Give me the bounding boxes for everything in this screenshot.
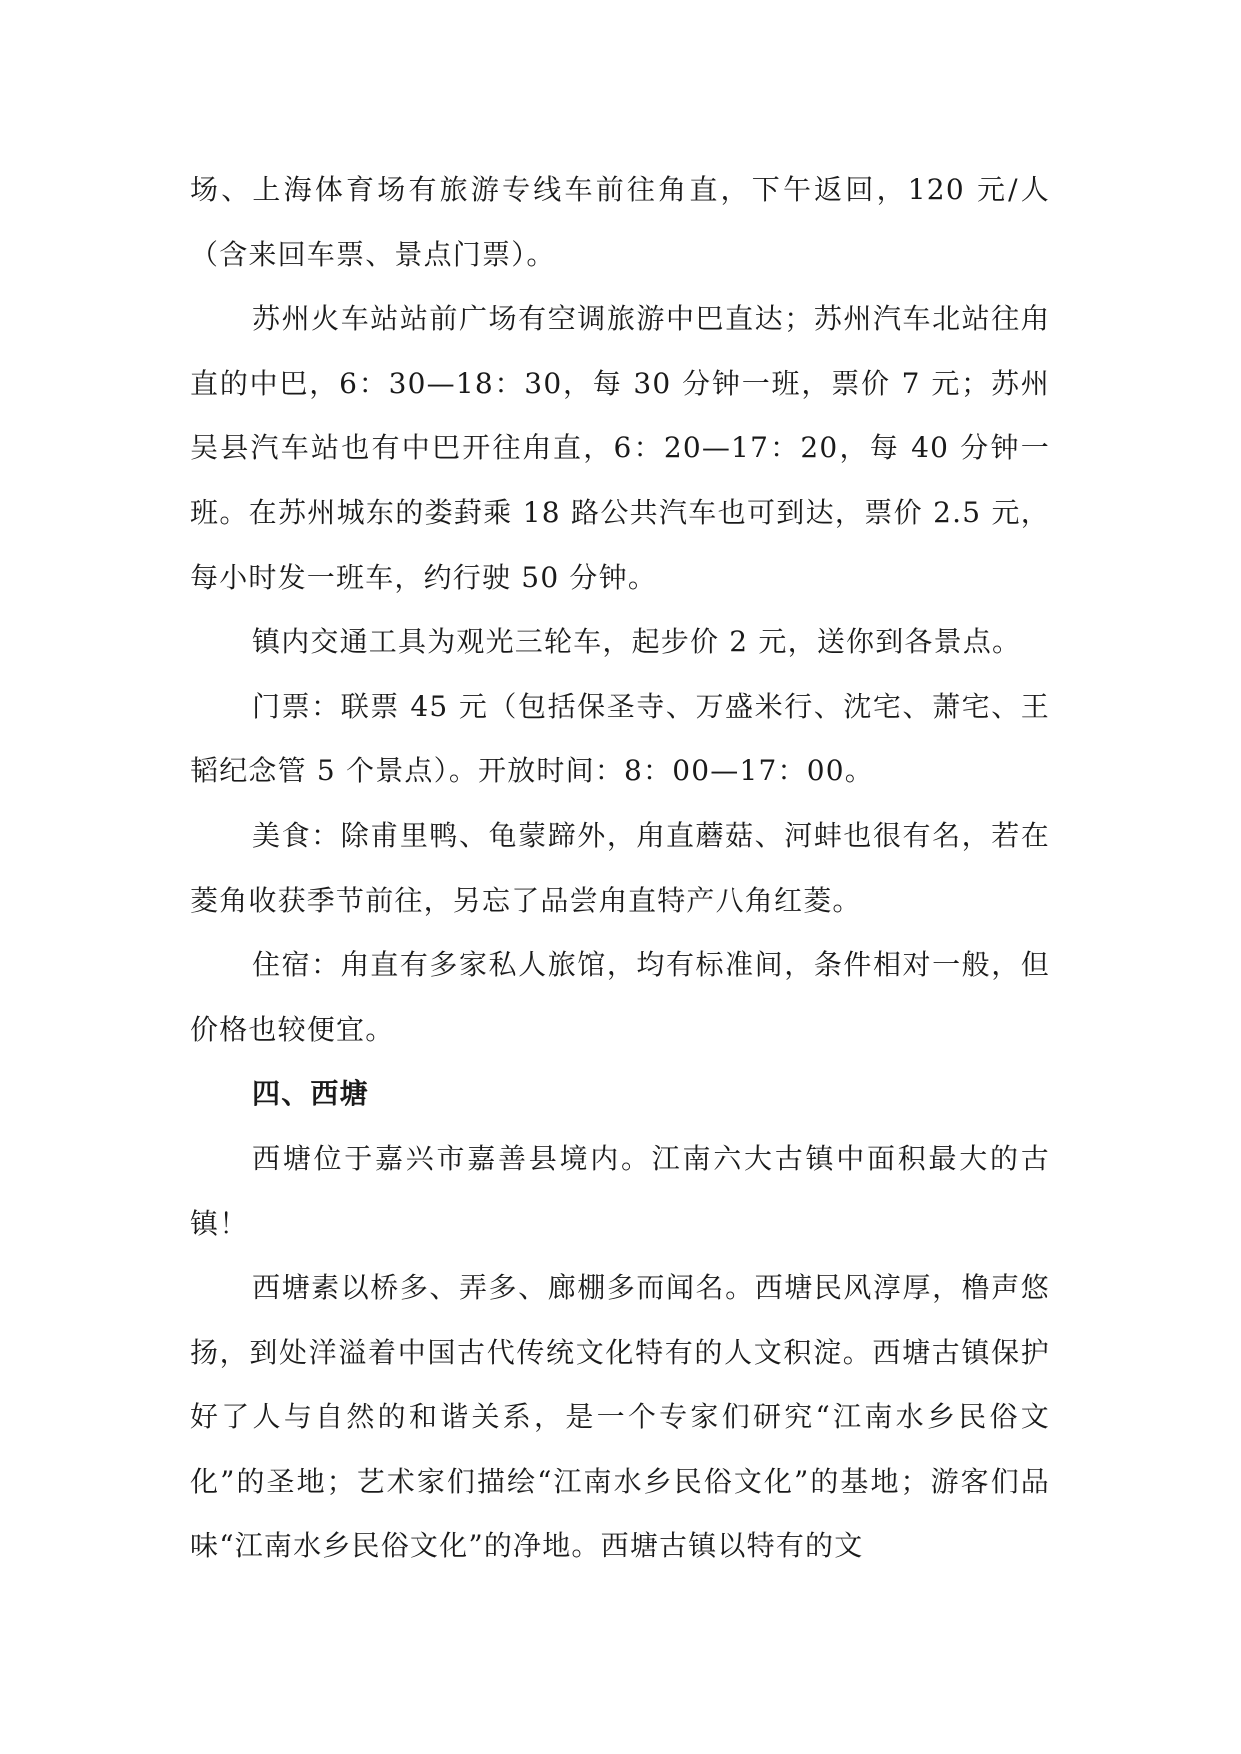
section-heading-xitang: 四、西塘	[252, 1077, 369, 1111]
paragraph-lodging: 住宿：甪直有多家私人旅馆，均有标准间，条件相对一般，但价格也较便宜。	[190, 948, 1050, 1046]
paragraph-suzhou-buses: 苏州火车站站前广场有空调旅游中巴直达；苏州汽车北站往甪直的中巴，6：30—18：30，每 30 分钟一班，票价 7 元；苏州吴县汽车站也有中巴开往甪直，6：20—17：20，每 40 分钟一班。在苏州城东的娄葑乘 18 路公共汽车也可到达，票价 2.5 元，每小时发一班车，约行驶 50 分钟。	[190, 302, 1050, 594]
paragraph-transport-continued: 场、上海体育场有旅游专线车前往角直，下午返回，120 元/人（含来回车票、景点门票）。	[190, 173, 1050, 271]
paragraph-xitang-location: 西塘位于嘉兴市嘉善县境内。江南六大古镇中面积最大的古镇！	[190, 1141, 1050, 1240]
paragraph-food: 美食：除甫里鸭、龟蒙蹄外，甪直蘑菇、河蚌也很有名，若在菱角收获季节前往，另忘了品尝甪直特产八角红菱。	[190, 818, 1050, 917]
paragraph-local-transport: 镇内交通工具为观光三轮车，起步价 2 元，送你到各景点。	[252, 625, 1022, 659]
document-body	[190, 158, 1050, 1579]
paragraph-xitang-description: 西塘素以桥多、弄多、廊棚多而闻名。西塘民风淳厚，橹声悠扬，到处洋溢着中国古代传统文化特有的人文积淀。西塘古镇保护好了人与自然的和谐关系，是一个专家们研究“江南水乡民俗文化”的圣地；艺术家们描绘“江南水乡民俗文化”的基地；游客们品味“江南水乡民俗文化”的净地。西塘古镇以特有的文	[190, 1271, 1050, 1563]
paragraph-tickets: 门票：联票 45 元（包括保圣寺、万盛米行、沈宅、萧宅、王韬纪念管 5 个景点）。开放时间：8：00—17：00。	[190, 689, 1050, 788]
